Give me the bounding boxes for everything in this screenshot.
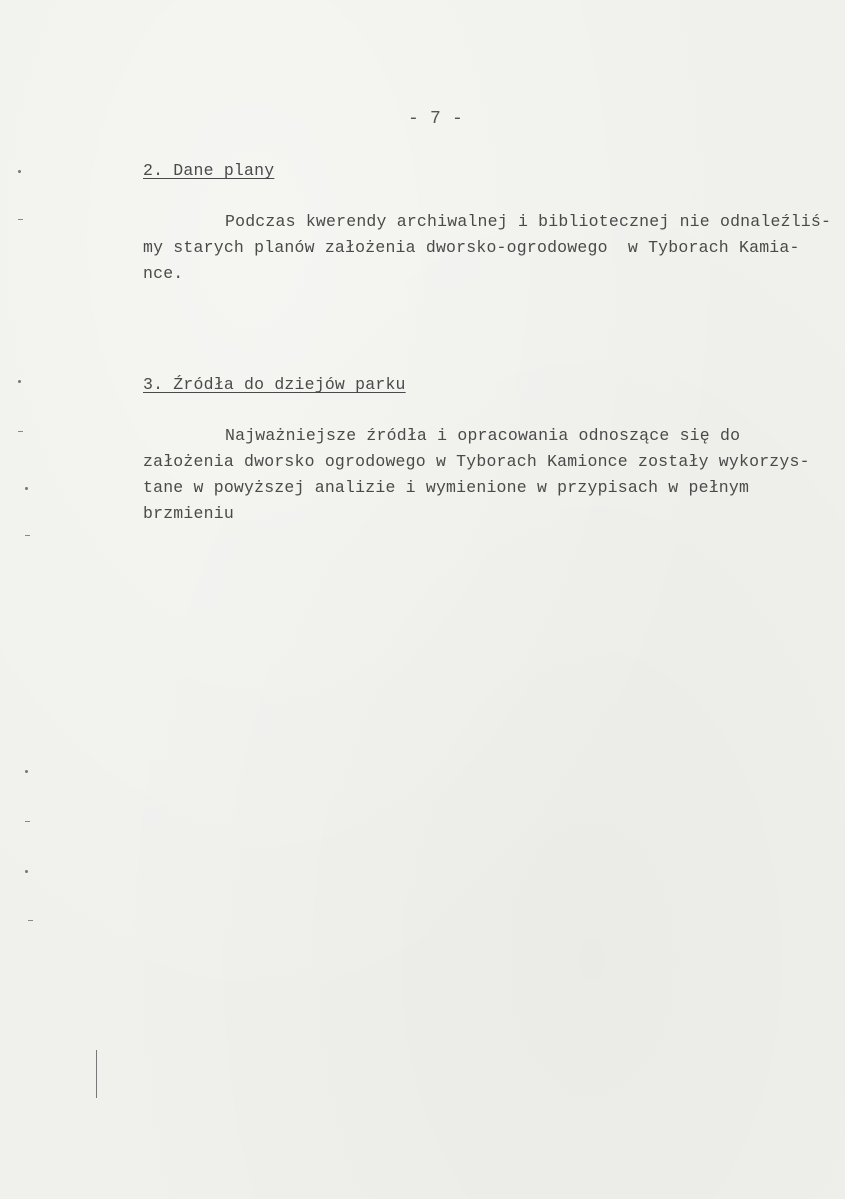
section-3-heading: 3. Źródła do dziejów parku <box>143 375 406 394</box>
section-2-heading: 2. Dane plany <box>143 161 275 180</box>
margin-line <box>96 1050 97 1098</box>
margin-dot <box>18 170 21 173</box>
section-2-line-1: Podczas kwerendy archiwalnej i bibliotecznej nie odnaleźliś- <box>225 212 832 231</box>
margin-dot <box>25 870 28 873</box>
section-2-line-3: nce. <box>143 264 184 283</box>
margin-dash <box>28 920 33 921</box>
margin-dash <box>25 535 30 536</box>
section-3-line-2: założenia dworsko ogrodowego w Tyborach Kamionce zostały wykorzys- <box>143 452 810 471</box>
section-3-line-3: tane w powyższej analizie i wymienione w przypisach w pełnym <box>143 478 750 497</box>
margin-dot <box>18 380 21 383</box>
margin-dot <box>25 770 28 773</box>
margin-dot <box>25 487 28 490</box>
margin-dash <box>18 219 23 220</box>
margin-dash <box>18 431 23 432</box>
margin-dash <box>25 821 30 822</box>
section-3-line-1: Najważniejsze źródła i opracowania odnoszące się do <box>225 426 741 445</box>
section-3-line-4: brzmieniu <box>143 504 234 523</box>
section-2-line-2: my starych planów założenia dworsko-ogrodowego w Tyborach Kamia- <box>143 238 800 257</box>
page-number: - 7 - <box>408 109 464 129</box>
